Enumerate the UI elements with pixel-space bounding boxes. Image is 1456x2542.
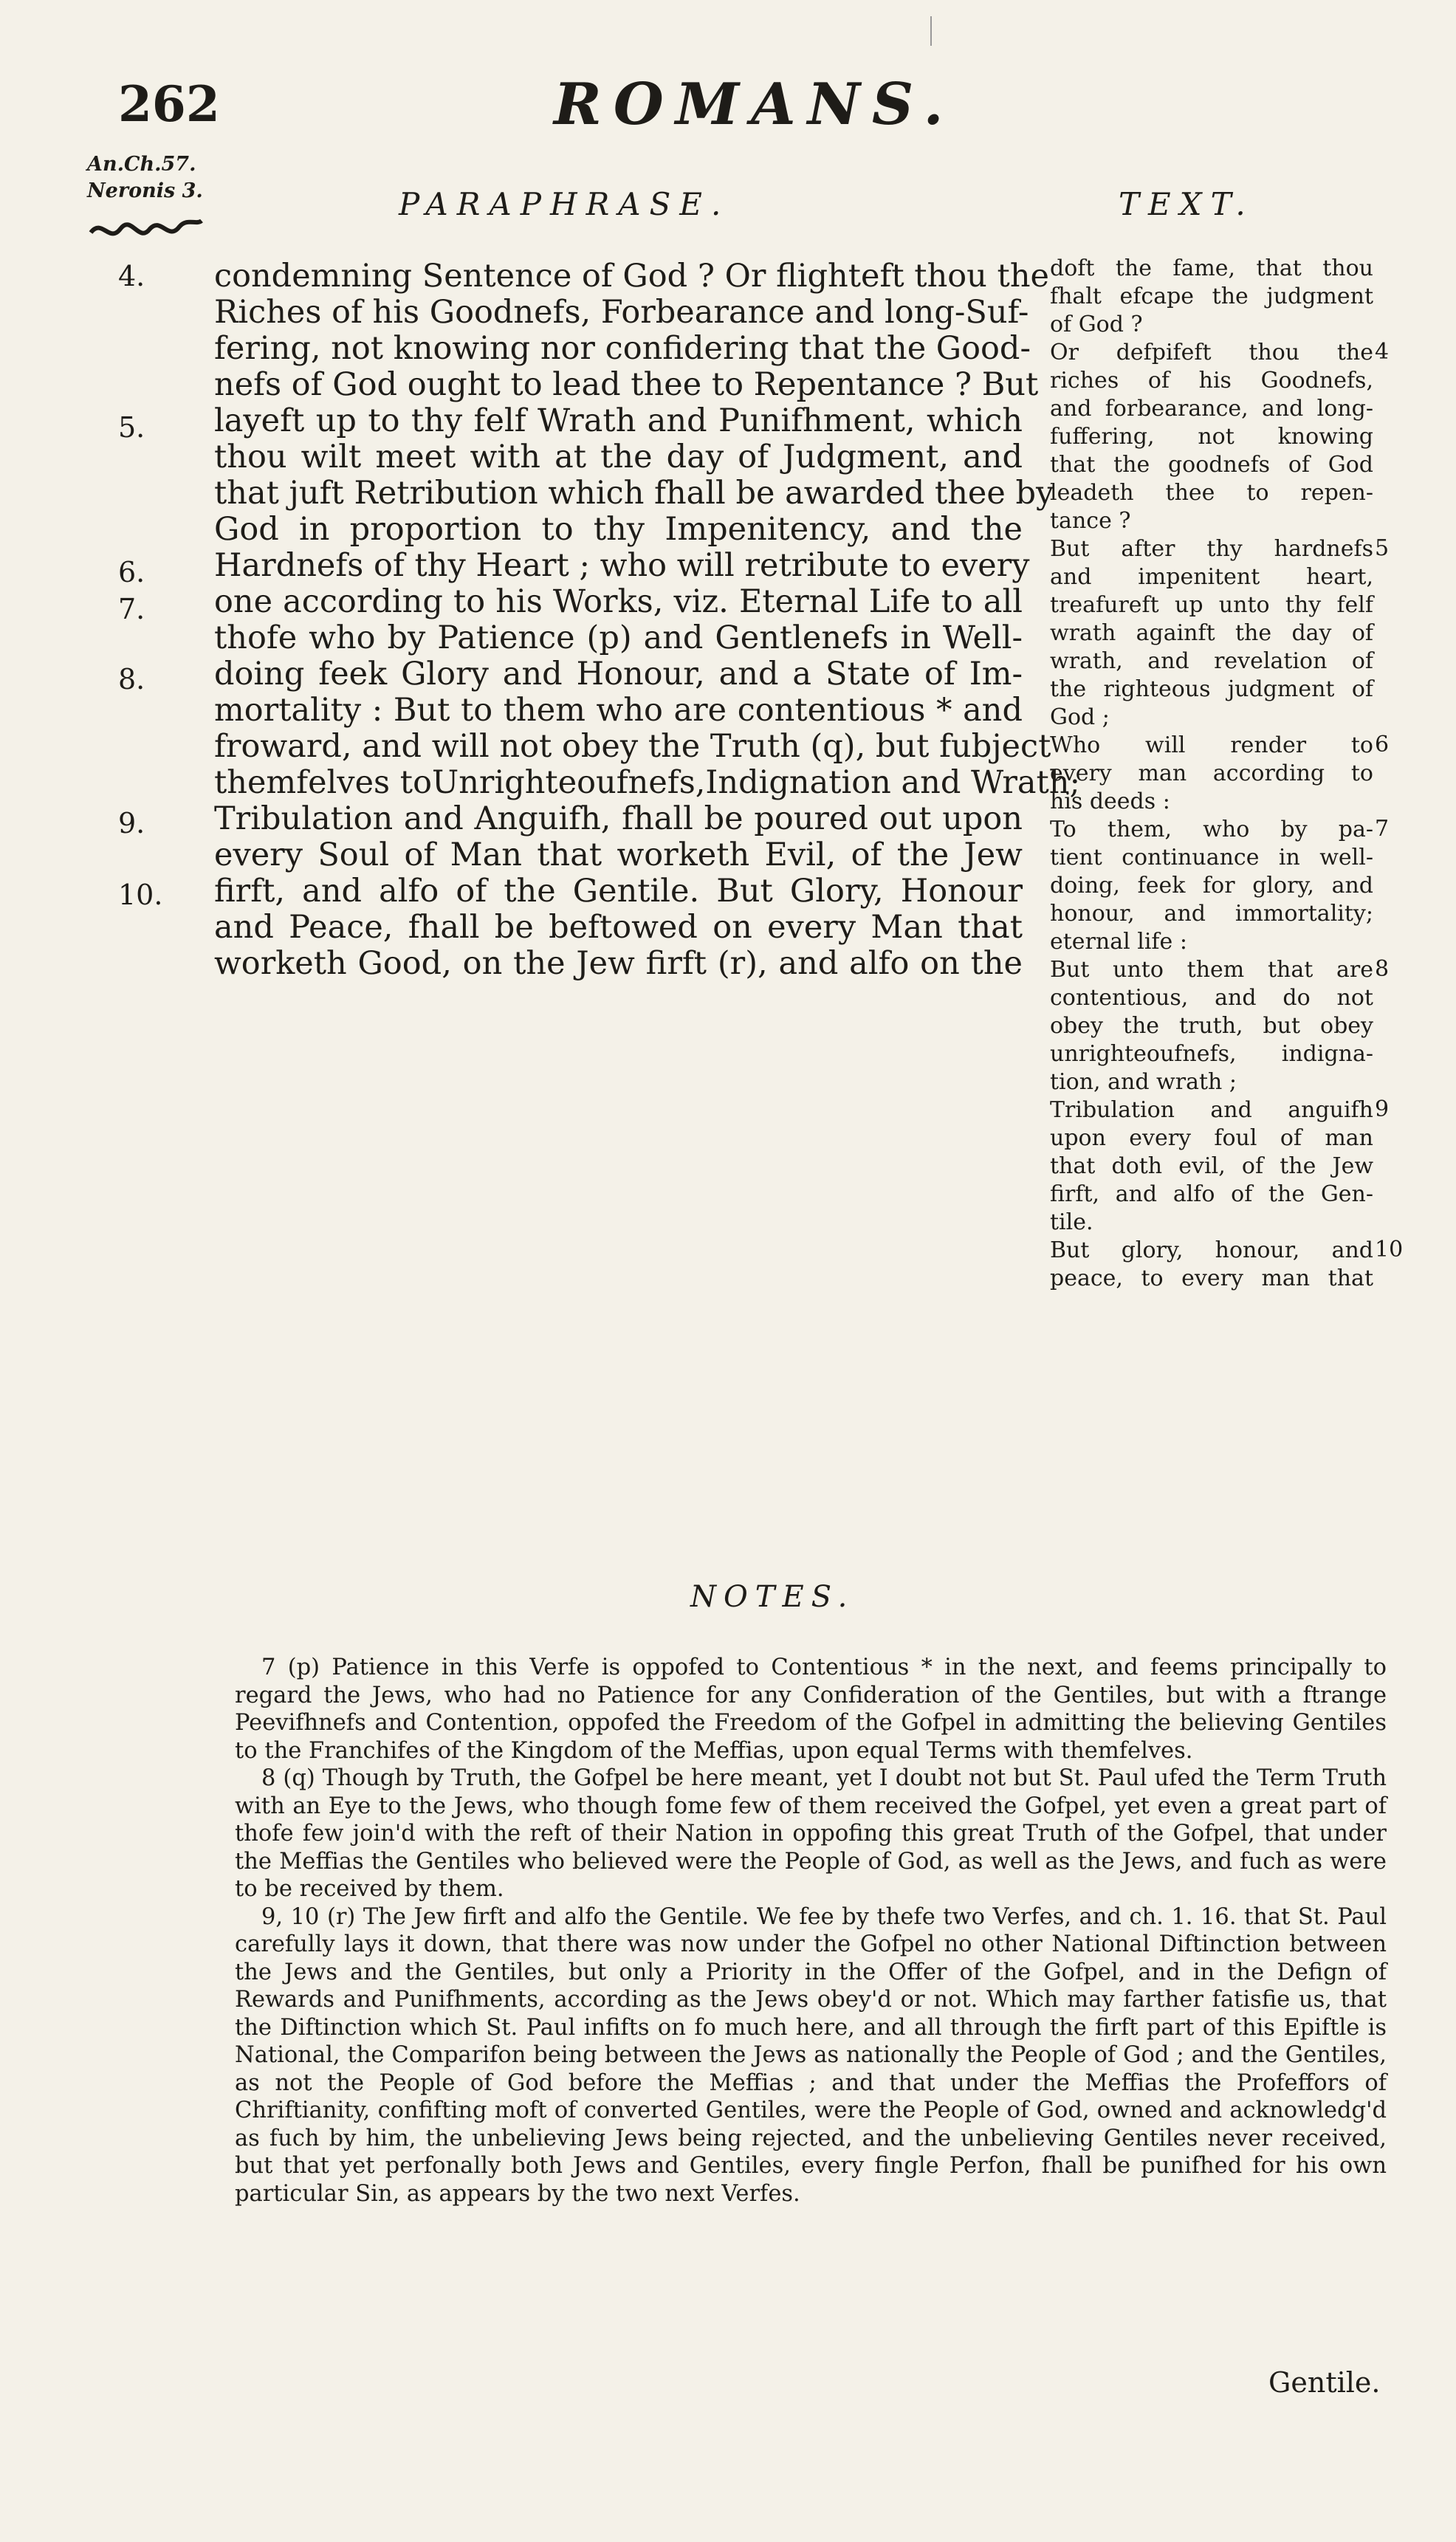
text-verse-number: 7 — [1375, 816, 1390, 842]
catchword: Gentile. — [1268, 2366, 1381, 2399]
text-line: contentious, and do not — [1050, 985, 1373, 1011]
page-number: 262 — [118, 75, 220, 133]
text-line: To them, who by pa- — [1050, 817, 1373, 842]
text-verse-number: 6 — [1375, 732, 1390, 758]
text-line: obey the truth, but obey — [1050, 1013, 1373, 1039]
text-line: But after thy hardnefs — [1050, 536, 1373, 562]
text-line: wrath againft the day of — [1050, 620, 1373, 646]
paraphrase-line: condemning Sentence of God ? Or flighteft thou the — [214, 258, 1049, 295]
text-verse-number: 8 — [1375, 956, 1390, 982]
text-line: wrath, and revelation of — [1050, 648, 1373, 674]
margin-date — [87, 151, 203, 205]
text-line: fuffering, not knowing — [1050, 424, 1373, 450]
note-paragraph: 8 (q) Though by Truth, the Gofpel be here meant, yet I doubt not but St. Paul ufed the Term Truth with an Eye to the Jews, who though fome few of them received the Gofpel, yet even a great part of thofe few join'd with the reft of their Nation in oppofing this great Truth of the Gofpel, that under the Meffias the Gentiles who believed were the People of God, as well as the Jews, and fuch as were to be received by them. — [235, 1765, 1387, 1902]
margin-date-reign: Neronis 3. — [87, 179, 203, 202]
text-line: firft, and alfo of the Gen- — [1050, 1181, 1373, 1207]
text-line: Tribulation and anguifh — [1050, 1097, 1373, 1123]
text-line: tion, and wrath ; — [1050, 1069, 1237, 1095]
text-line: honour, and immortality; — [1050, 901, 1373, 927]
running-title: ROMANS. — [554, 71, 955, 138]
ornament-flourish-icon — [87, 210, 205, 247]
text-line: and impenitent heart, — [1050, 564, 1373, 590]
text-line: doing, feek for glory, and — [1050, 873, 1373, 899]
text-line: peace, to every man that — [1050, 1265, 1373, 1291]
text-line: tile. — [1050, 1209, 1093, 1235]
text-line: eternal life : — [1050, 929, 1187, 955]
note-paragraph: 9, 10 (r) The Jew firft and alfo the Gentile. We fee by thefe two Verfes, and ch. 1. 16. that St. Paul carefully lays it down, that there was now under the Gofpel no other National Diftinction between the Jews and the Gentiles, but only a Priority in the Offer of the Gofpel, and in the Defign of Rewards and Punifhments, according as the Jews obey'd or not. Which may farther fatisfie us, that the Diftinction which St. Paul infifts on fo much here, and all through the firft part of this Epiftle is National, the Comparifon being between the Jews as nationally the People of God ; and the Gentiles, as not the People of God before the Meffias ; and that under the Meffias the Profeffors of Chriftianity, confifting moft of converted Gentiles, were the People of God, owned and acknowledg'd as fuch by him, the unbelieving Jews being rejected, and the unbelieving Gentiles never received, but that yet perfonally both Jews and Gentiles, every fingle Perfon, fhall be punifhed for his own particular Sin, as appears by the two next Verfes. — [235, 1903, 1387, 2207]
note-paragraph: 7 (p) Patience in this Verfe is oppofed to Contentious * in the next, and feems principally to regard the Jews, who had no Patience for any Confideration of the Gentiles, but with a ftrange Peevifhnefs and Contention, oppofed the Freedom of the Gofpel in admitting the believing Gentiles to the Franchifes of the Kingdom of the Meffias, upon equal Terms with themfelves. — [235, 1655, 1387, 1764]
text-line: But glory, honour, and — [1050, 1237, 1373, 1263]
paraphrase-line: thou wilt meet with at the day of Judgment, and — [214, 439, 1023, 475]
text-heading: TEXT. — [1119, 186, 1254, 222]
text-line: upon every foul of man — [1050, 1125, 1373, 1151]
text-line: God ; — [1050, 704, 1110, 730]
text-line: every man according to — [1050, 760, 1373, 786]
paraphrase-verse-number: 8. — [118, 663, 145, 695]
text-line: tance ? — [1050, 508, 1131, 534]
notes-body — [235, 1654, 1387, 2208]
paraphrase-line: every Soul of Man that worketh Evil, of the Jew — [214, 837, 1023, 873]
text-line: But unto them that are — [1050, 957, 1373, 983]
paraphrase-line: doing feek Glory and Honour, and a State of Im- — [214, 656, 1023, 693]
paraphrase-verse-number: 5. — [118, 411, 145, 444]
text-line: Who will render to — [1050, 732, 1373, 758]
text-line: that doth evil, of the Jew — [1050, 1153, 1373, 1179]
paraphrase-heading: PARAPHRASE. — [399, 186, 730, 222]
text-line: riches of his Goodnefs, — [1050, 368, 1373, 394]
text-verse-number: 10 — [1375, 1237, 1404, 1263]
paraphrase-line: God in proportion to thy Impenitency, and the — [214, 511, 1023, 548]
text-verse-number: 9 — [1375, 1096, 1390, 1122]
paraphrase-line: themfelves toUnrighteoufnefs,Indignation and Wrath; — [214, 764, 1080, 801]
paraphrase-line: layeft up to thy felf Wrath and Punifhment, which — [214, 402, 1023, 439]
paraphrase-line: mortality : But to them who are contentious * and — [214, 692, 1023, 729]
paraphrase-line: fering, not knowing nor confidering that the Good- — [214, 330, 1031, 367]
paraphrase-line: Riches of his Goodnefs, Forbearance and long-Suf- — [214, 294, 1029, 331]
notes-title: NOTES. — [690, 1580, 855, 1614]
text-line: fhalt efcape the judgment — [1050, 284, 1373, 309]
page-mark — [930, 16, 932, 46]
margin-date-year: An.Ch.57. — [87, 153, 196, 176]
text-line: that the goodnefs of God — [1050, 452, 1373, 478]
paraphrase-line: froward, and will not obey the Truth (q), but fubject — [214, 728, 1051, 765]
text-line: and forbearance, and long- — [1050, 396, 1373, 422]
paraphrase-line: thofe who by Patience (p) and Gentlenefs in Well- — [214, 619, 1023, 656]
paraphrase-verse-number: 6. — [118, 556, 145, 588]
paraphrase-verse-number: 9. — [118, 807, 145, 839]
text-verse-number: 4 — [1375, 339, 1390, 365]
text-line: Or defpifeft thou the — [1050, 340, 1373, 365]
paraphrase-line: firft, and alfo of the Gentile. But Glory, Honour — [214, 873, 1023, 910]
text-line: treafureft up unto thy felf — [1050, 592, 1373, 618]
text-line: his deeds : — [1050, 789, 1170, 814]
text-line: doft the fame, that thou — [1050, 255, 1373, 281]
paraphrase-line: Hardnefs of thy Heart ; who will retribute to every — [214, 547, 1030, 584]
paraphrase-line: that juft Retribution which fhall be awarded thee by — [214, 475, 1054, 512]
paraphrase-line: Tribulation and Anguifh, fhall be poured out upon — [214, 800, 1023, 837]
paraphrase-verse-number: 10. — [118, 879, 163, 911]
paraphrase-line: nefs of God ought to lead thee to Repentance ? But — [214, 366, 1039, 403]
paraphrase-line: one according to his Works, viz. Eternal Life to all — [214, 583, 1023, 620]
paraphrase-line: worketh Good, on the Jew firft (r), and alfo on the — [214, 945, 1023, 982]
text-line: of God ? — [1050, 312, 1143, 337]
paraphrase-verse-number: 7. — [118, 593, 145, 625]
paraphrase-line: and Peace, fhall be beftowed on every Man that — [214, 909, 1023, 946]
text-line: the righteous judgment of — [1050, 676, 1373, 702]
text-verse-number: 5 — [1375, 535, 1390, 561]
paraphrase-verse-number: 4. — [118, 260, 145, 292]
text-line: tient continuance in well- — [1050, 845, 1373, 870]
text-line: leadeth thee to repen- — [1050, 480, 1373, 506]
text-line: unrighteoufnefs, indigna- — [1050, 1041, 1373, 1067]
